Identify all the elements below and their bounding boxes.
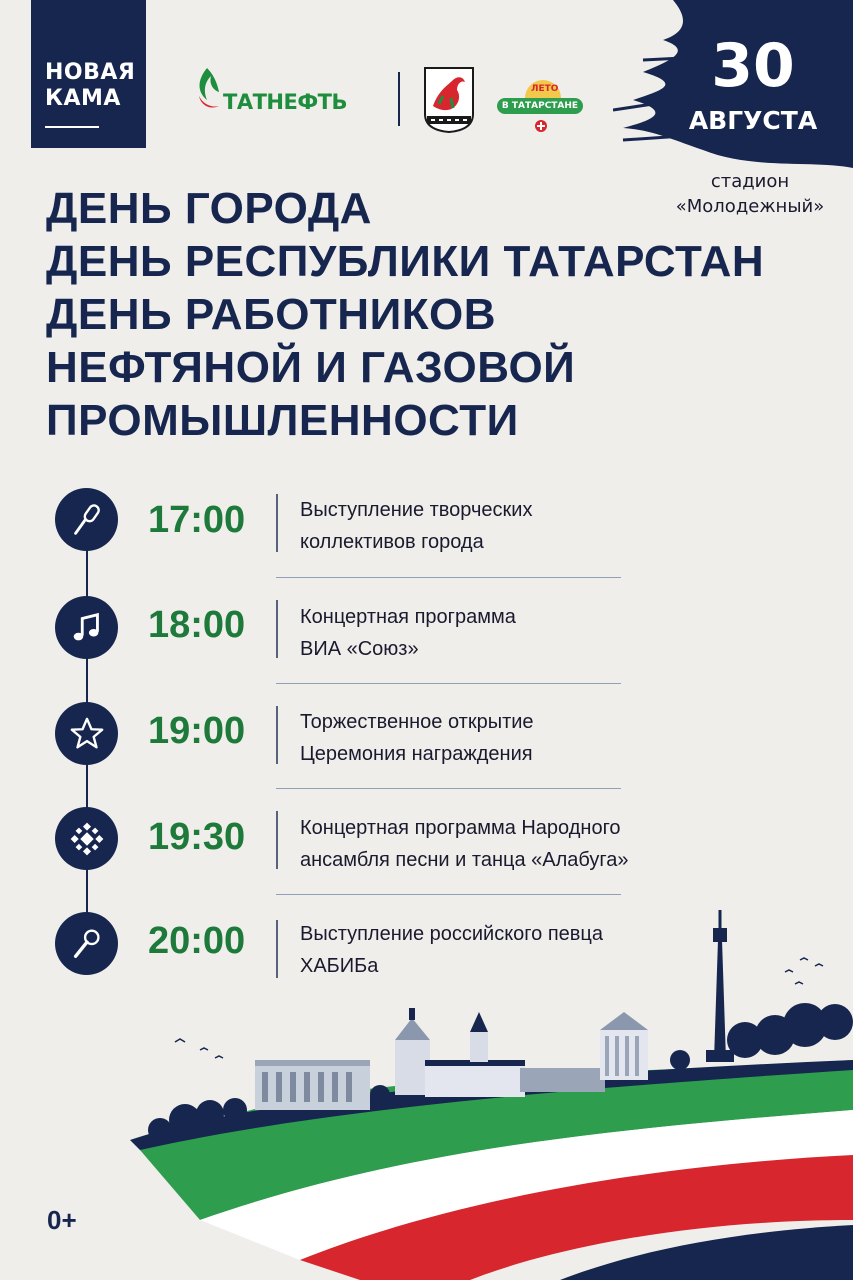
city-coat-of-arms bbox=[423, 66, 475, 134]
event-description bbox=[300, 812, 629, 876]
description-line: ХАБИБа bbox=[300, 955, 379, 977]
event-time: 18:00 bbox=[148, 604, 246, 646]
schedule-item bbox=[0, 488, 853, 588]
title-line: НЕФТЯНОЙ И ГАЗОВОЙ bbox=[46, 343, 576, 392]
title-line: ДЕНЬ ГОРОДА bbox=[46, 184, 372, 233]
venue-label: стадион bbox=[710, 171, 790, 192]
row-separator bbox=[276, 600, 278, 658]
description-line: ВИА «Союз» bbox=[300, 638, 419, 660]
tatneft-logo bbox=[193, 66, 378, 120]
tatar-ornament-icon bbox=[55, 807, 118, 870]
description-line: Концертная программа Народного bbox=[300, 817, 621, 839]
description-line: Торжественное открытие bbox=[300, 711, 534, 733]
event-description bbox=[300, 706, 534, 770]
title-line: ПРОМЫШЛЕННОСТИ bbox=[46, 396, 519, 445]
row-divider bbox=[276, 577, 621, 578]
description-line: ансамбля песни и танца «Алабуга» bbox=[300, 849, 629, 871]
row-divider bbox=[276, 683, 621, 684]
schedule-item bbox=[0, 702, 853, 802]
title-line: ДЕНЬ РЕСПУБЛИКИ ТАТАРСТАН bbox=[46, 237, 765, 286]
logo-divider bbox=[398, 72, 400, 126]
row-separator bbox=[276, 494, 278, 552]
row-separator bbox=[276, 811, 278, 869]
event-time: 17:00 bbox=[148, 499, 246, 541]
date-month: АВГУСТА bbox=[688, 106, 818, 135]
leto-pill: В ТАТАРСТАНЕ bbox=[497, 98, 583, 114]
venue-name: «Молодежный» bbox=[675, 196, 825, 217]
coat-of-arms-icon bbox=[423, 66, 475, 134]
description-line: коллективов города bbox=[300, 531, 484, 553]
star-icon bbox=[55, 702, 118, 765]
birds bbox=[175, 958, 823, 1058]
description-line: Выступление российского певца bbox=[300, 923, 603, 945]
description-line: Выступление творческих bbox=[300, 499, 533, 521]
microphone-icon bbox=[55, 488, 118, 551]
music-note-icon bbox=[55, 596, 118, 659]
city-skyline-illustration bbox=[0, 900, 853, 1280]
row-divider bbox=[276, 788, 621, 789]
row-separator bbox=[276, 706, 278, 764]
event-time: 19:00 bbox=[148, 710, 246, 752]
event-description bbox=[300, 494, 532, 558]
brand-line-2: КАМА bbox=[45, 86, 121, 111]
brand-underline bbox=[45, 126, 99, 128]
description-line: Концертная программа bbox=[300, 606, 516, 628]
event-description bbox=[300, 601, 516, 665]
event-time: 19:30 bbox=[148, 816, 246, 858]
title-line: ДЕНЬ РАБОТНИКОВ bbox=[46, 290, 497, 339]
row-divider bbox=[276, 894, 621, 895]
tatneft-flame-icon bbox=[193, 66, 223, 118]
date-block bbox=[613, 0, 853, 175]
description-line: Церемония награждения bbox=[300, 743, 533, 765]
event-time: 20:00 bbox=[148, 920, 246, 962]
schedule-item bbox=[0, 596, 853, 696]
tatneft-wordmark: ТАТНЕФТЬ bbox=[223, 90, 347, 114]
novaya-kama-logo bbox=[31, 0, 146, 148]
leto-text: ЛЕТО bbox=[531, 84, 559, 94]
age-rating: 0+ bbox=[47, 1205, 77, 1235]
brand-line-1: НОВАЯ bbox=[45, 60, 136, 85]
event-title bbox=[46, 182, 764, 447]
leto-v-tatarstane-logo bbox=[495, 76, 585, 136]
schedule-item bbox=[0, 807, 853, 907]
date-day: 30 bbox=[711, 31, 795, 101]
